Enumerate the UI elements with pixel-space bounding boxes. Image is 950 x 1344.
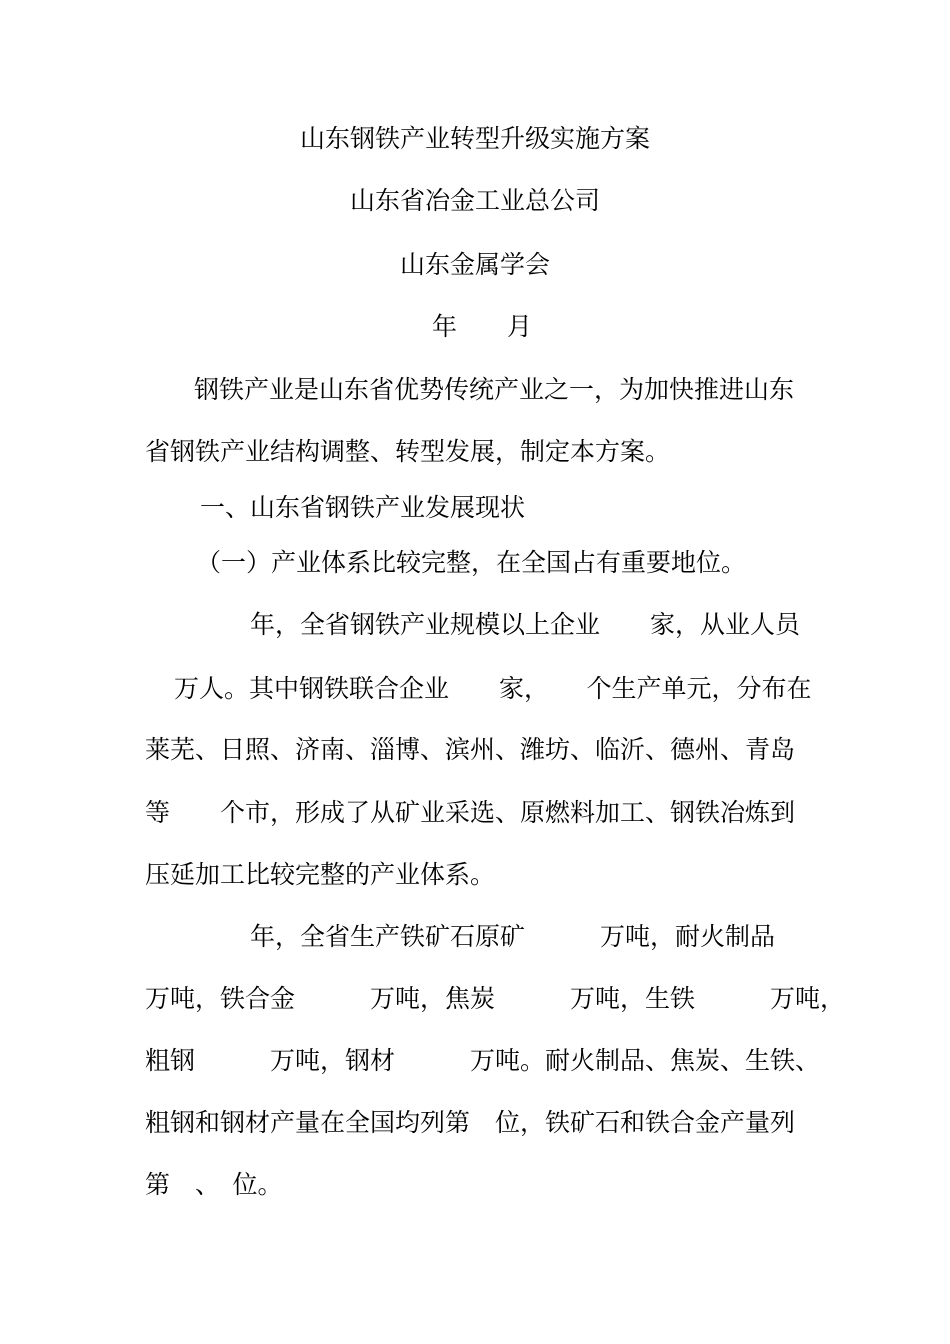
intro-paragraph-line-2: 省钢铁产业结构调整、转型发展，制定本方案。	[145, 437, 671, 466]
document-date: 年 月	[432, 312, 533, 341]
body-line-9: 粗钢和钢材产量在全国均列第 位，铁矿石和铁合金产量列	[145, 1108, 796, 1137]
intro-paragraph-line-1: 钢铁产业是山东省优势传统产业之一，为加快推进山东	[194, 375, 795, 404]
section-heading: 一、山东省钢铁产业发展现状	[200, 493, 526, 522]
body-line-5: 压延加工比较完整的产业体系。	[145, 860, 496, 889]
document-title: 山东钢铁产业转型升级实施方案	[299, 124, 650, 153]
body-line-2: 万人。其中钢铁联合企业 家， 个生产单元，分布在	[174, 674, 812, 703]
body-line-4: 等 个市，形成了从矿业采选、原燃料加工、钢铁冶炼到	[145, 798, 796, 827]
body-line-1: 年，全省钢铁产业规模以上企业 家，从业人员	[250, 610, 801, 639]
subsection-heading: （一）产业体系比较完整，在全国占有重要地位。	[196, 548, 747, 577]
body-line-6: 年，全省生产铁矿石原矿 万吨，耐火制品	[250, 922, 776, 951]
body-line-10: 第 、 位。	[145, 1170, 283, 1199]
society-name: 山东金属学会	[399, 250, 550, 279]
organization-name: 山东省冶金工业总公司	[349, 186, 600, 215]
body-line-3: 莱芜、日照、济南、淄博、滨州、潍坊、临沂、德州、青岛	[145, 735, 796, 764]
body-line-7: 万吨，铁合金 万吨，焦炭 万吨，生铁 万吨，	[145, 984, 846, 1013]
body-line-8: 粗钢 万吨，钢材 万吨。耐火制品、焦炭、生铁、	[145, 1046, 821, 1075]
